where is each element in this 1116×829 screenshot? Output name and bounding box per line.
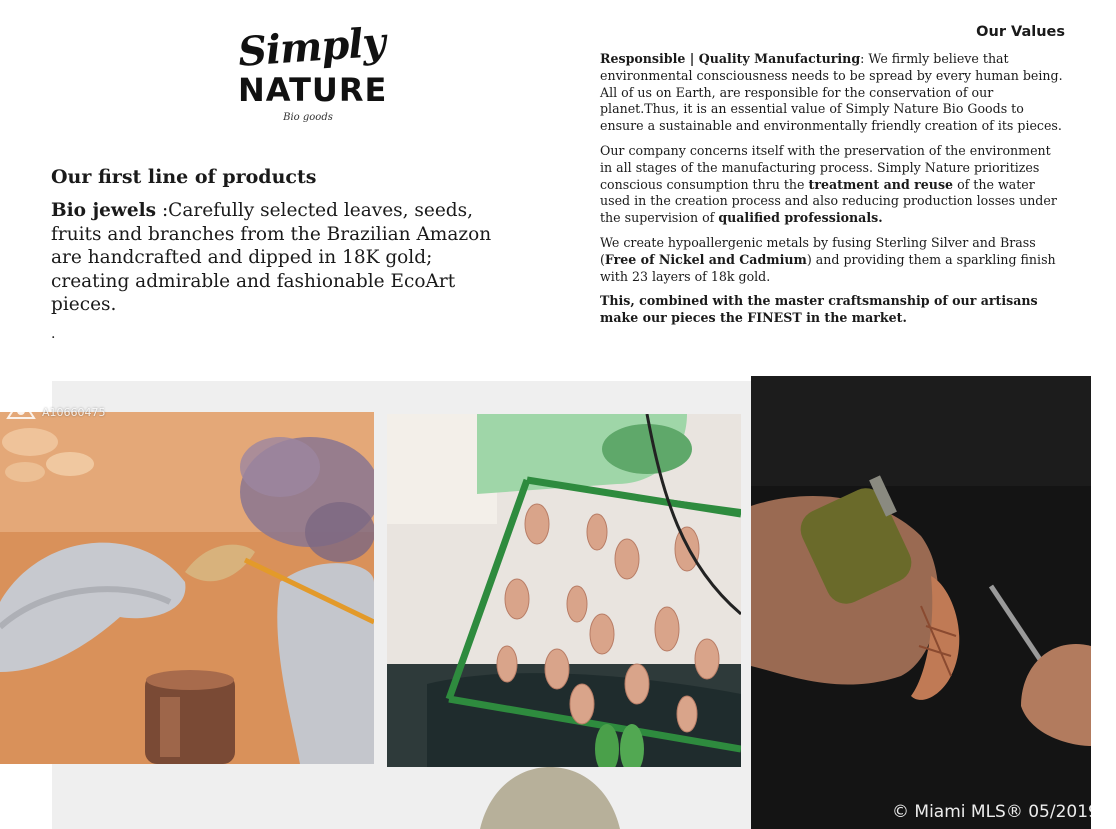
values-paragraph-2 bbox=[600, 143, 1066, 227]
bio-jewels-text: :Carefully selected leaves, seeds, fruits and branches from the Brazilian Amazon are handcrafted and dipped in 18K gold; creating admirable and fashionable EcoArt pieces. bbox=[51, 200, 492, 315]
values-p3-bold: Free of Nickel and Cadmium bbox=[604, 251, 807, 267]
mls-logo-icon bbox=[6, 396, 36, 422]
values-title: Our Values bbox=[976, 24, 1065, 40]
chair-base bbox=[460, 767, 640, 829]
brand-logo bbox=[236, 18, 388, 141]
copyright-text: © Miami MLS® 05/2019 bbox=[892, 802, 1099, 822]
logo-script-text: Simply bbox=[236, 18, 387, 76]
listing-id: A10660475 bbox=[42, 406, 106, 419]
values-p1-bold: Responsible | Quality Manufacturing bbox=[600, 51, 861, 66]
values-p2-text-a: Our company concerns itself with the preservation of the environment in all stages of the manufacturing process. Simply Nature prioritizes conscious consumption thru the bbox=[600, 142, 1051, 192]
values-p1-text: : We firmly believe that environmental consciousness needs to be spread by every human being. All of us on Earth, are responsible for the conservation of our planet.Thus, it is an essential value of Simply Nature Bio Goods to ensure a sustainable and environmentally friendly creation of its pieces. bbox=[600, 51, 1063, 134]
values-p4-bold: This, combined with the master craftsmanship of our artisans make our pieces the FINEST in the market. bbox=[600, 293, 1038, 326]
trailing-mark: . bbox=[51, 326, 56, 342]
values-p3-text-b: ) and providing them a sparkling finish with 23 layers of 18k gold. bbox=[600, 251, 1056, 284]
products-heading: Our first line of products bbox=[51, 166, 317, 188]
values-paragraph-1 bbox=[600, 51, 1066, 135]
values-p2-text-b: of the water used in the creation process and also reducing production losses under the supervision of bbox=[600, 176, 1057, 226]
photo-painting-leaf bbox=[0, 412, 374, 764]
values-text bbox=[600, 51, 1066, 335]
values-p3-text-a: We create hypoallergenic metals by fusing Sterling Silver and Brass ( bbox=[600, 234, 1036, 267]
values-p2-bold-b: qualified professionals. bbox=[718, 210, 883, 226]
logo-main-text: NATURE bbox=[238, 71, 388, 109]
bio-jewels-label: Bio jewels bbox=[51, 200, 157, 221]
values-paragraph-3 bbox=[600, 235, 1066, 285]
photo-assembling-pendant bbox=[751, 376, 1091, 829]
values-paragraph-4 bbox=[600, 293, 1066, 327]
bio-jewels-paragraph bbox=[51, 199, 511, 317]
values-p2-bold-a: treatment and reuse bbox=[808, 176, 954, 192]
logo-sub-text: Bio goods bbox=[283, 112, 333, 123]
photo-dipping-rack bbox=[387, 414, 741, 767]
